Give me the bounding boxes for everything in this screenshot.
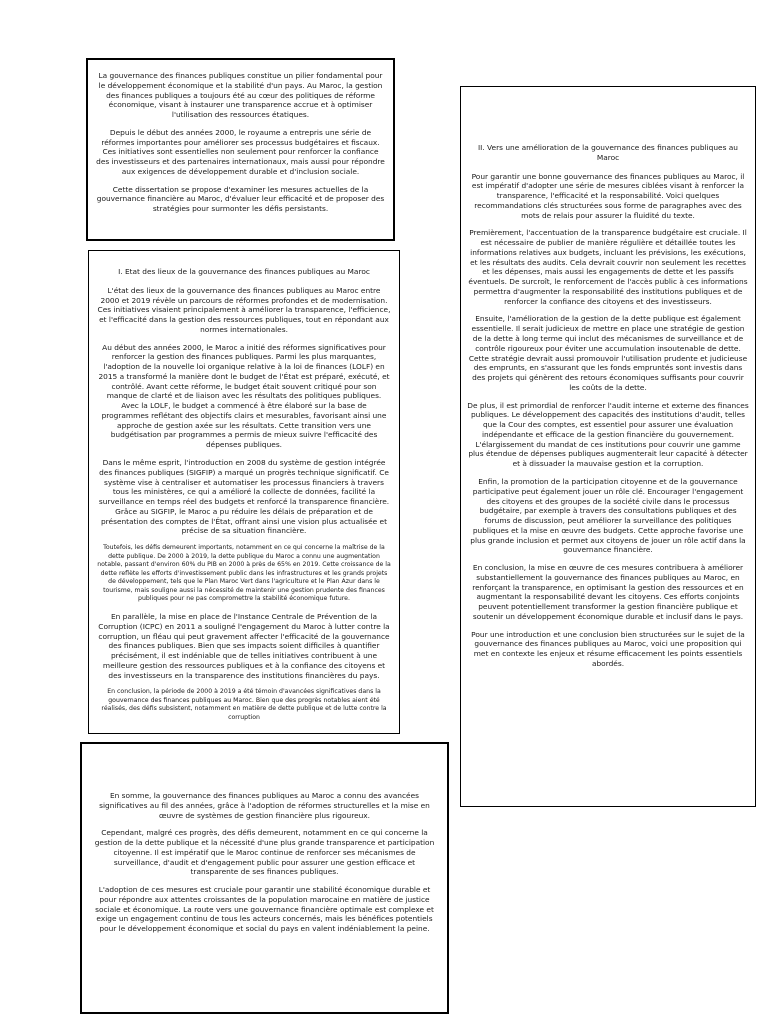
- part2-paragraph-7: Pour une introduction et une conclusion bien structurées sur le sujet de la gouvernance des finances publiques au Maroc, voici une proposition qui met en contexte les enjeux et résume efficacement les points essentiels abordés.: [471, 629, 745, 668]
- intro-paragraph-2: Depuis le début des années 2000, le royaume a entrepris une série de réformes importantes pour améliorer ses processus budgétaires et fiscaux. Ces initiatives sont essentielles non seulement pour renforcer la confiance des investisseurs et des partenaires internationaux, mais aussi pour répondre aux exigences de développement durable et d'inclusion sociale.: [96, 127, 385, 176]
- part1-paragraph-1: L'état des lieux de la gouvernance des finances publiques au Maroc entre 2000 et 2019 révèle un parcours de réformes profondes et de modernisation. Ces initiatives visaient principalement à améliorer la transparence, l'efficience, et l'efficacité dans la gestion des ressources publiques, tout en répondant aux normes internationales.: [97, 285, 391, 334]
- part2-paragraph-1: Pour garantir une bonne gouvernance des finances publiques au Maroc, il est impératif d'adopter une série de mesures ciblées visant à renforcer la transparence, l'efficacité et la responsabilité. Voici quelques recommandations clés structurées sous forme de paragraphes avec des mots de relais pour assurer la fluidité du texte.: [471, 171, 745, 220]
- part1-paragraph-3: Dans le même esprit, l'introduction en 2008 du système de gestion intégrée des finances publiques (SIGFIP) a marqué un progrès technique significatif. Ce système vise à centraliser et automatiser les processus financiers à travers tous les ministères, ce qui a amélioré la collecte de données, facilité la surveillance en temps réel des budgets et renforcé la transparence financière. Grâce au SIGFIP, le Maroc a pu réduire les délais de préparation et de présentation des comptes de l'État, offrant ainsi une vision plus actualisée et précise de sa situation financière.: [98, 458, 390, 536]
- conclusion-box: [80, 742, 449, 1014]
- part1-title: I. Etat des lieux de la gouvernance des finances publiques au Maroc: [118, 267, 370, 276]
- part2-paragraph-3: Ensuite, l'amélioration de la gestion de la dette publique est également essentielle. Il serait judicieux de mettre en place une stratégie de gestion de la dette à long terme qui inclut des mécanismes de surveillance et de contrôle rigoureux pour éviter une accumulation insoutenable de dette. Cette stratégie devrait aussi promouvoir l'utilisation prudente et judicieuse des emprunts, en s'assurant que les fonds empruntés sont investis dans des projets qui génèrent des retours économiques suffisants pour couvrir les coûts de la dette.: [468, 314, 748, 392]
- part2-paragraph-5: Enfin, la promotion de la participation citoyenne et de la gouvernance participative peut également jouer un rôle clé. Encourager l'engagement des citoyens et des groupes de la société civile dans le processus budgétaire, par exemple à travers des consultations publiques et des forums de discussion, peut améliorer la surveillance des politiques publiques et la mise en œuvre des budgets. Cette approche favorise une plus grande inclusion et permet aux citoyens de jouer un rôle actif dans la gouvernance financière.: [470, 476, 746, 555]
- part2-paragraph-2: Premièrement, l'accentuation de la transparence budgétaire est cruciale. Il est nécessaire de publier de manière régulière et détaillée toutes les informations relatives aux budgets, incluant les prévisions, les exécutions, et les résultats des audits. Cela devrait couvrir non seulement les recettes et les dépenses, mais aussi les engagements de dette et les passifs éventuels. De surcroît, le renforcement de l'accès public à ces informations permettra d'augmenter la responsabilité des institutions publiques et de renforcer la confiance des citoyens et des investisseurs.: [468, 228, 748, 306]
- intro-paragraph-1: La gouvernance des finances publiques constitue un pilier fondamental pour le développement économique et la stabilité d'un pays. Au Maroc, la gestion des finances publiques a toujours été au cœur des politiques de réforme économique, visant à instaurer une transparence accrue et à optimiser l'utilisation des ressources étatiques.: [98, 71, 383, 120]
- part1-paragraph-6: En conclusion, la période de 2000 à 2019 a été témoin d'avancées significatives dans la gouvernance des finances publiques au Maroc. Bien que des progrès notables aient été réalisés, des défis subsistent, notamment en matière de dette publique et de lutte contre la corruption: [101, 688, 387, 721]
- part2-paragraph-4: De plus, il est primordial de renforcer l'audit interne et externe des finances publiques. Le développement des capacités des institutions d'audit, telles que la Cour des comptes, est essentiel pour assurer une évaluation indépendante et efficace de la gestion financière du gouvernement. L'élargissement du mandat de ces institutions pour couvrir une gamme plus étendue de dépenses publiques augmenterait leur capacité à détecter et à dissuader la mauvaise gestion et la corruption.: [467, 400, 749, 469]
- part2-box: [460, 86, 756, 807]
- conclusion-paragraph-1: En somme, la gouvernance des finances publiques au Maroc a connu des avancées significatives au fil des années, grâce à l'adoption de réformes structurelles et la mise en œuvre de systèmes de gestion financière plus rigoureux.: [99, 791, 430, 820]
- part1-box: [88, 250, 400, 734]
- part2-title: II. Vers une amélioration de la gouvernance des finances publiques au Maroc: [478, 143, 738, 162]
- part2-paragraph-6: En conclusion, la mise en œuvre de ces mesures contribuera à améliorer substantiellement la gouvernance des finances publiques au Maroc, en renforçant la transparence, en optimisant la gestion des ressources et en augmentant la responsabilité devant les citoyens. Ces efforts conjoints peuvent potentiellement transformer la gestion financière publique et soutenir un développement économique durable et inclusif dans le pays.: [472, 563, 744, 621]
- intro-paragraph-3: Cette dissertation se propose d'examiner les mesures actuelles de la gouvernance financière au Maroc, d'évaluer leur efficacité et de proposer des stratégies pour surmonter les défis persistants.: [96, 184, 385, 214]
- part1-paragraph-2: Au début des années 2000, le Maroc a initié des réformes significatives pour renforcer la gestion des finances publiques. Parmi les plus marquantes, l'adoption de la nouvelle loi organique relative à la loi de finances (LOLF) en 2015 a transformé la manière dont le budget de l'État est préparé, exécuté, et contrôlé. Avant cette réforme, le budget était souvent critiqué pour son manque de clarté et de liaison avec les résultats des politiques publiques. Avec la LOLF, le budget a commencé à être élaboré sur la base de programmes reflétant des objectifs clairs et mesurables, favorisant ainsi une approche de gestion axée sur les résultats. Cette transition vers une budgétisation par programmes a permis de mieux suivre l'efficacité des dépenses publiques.: [98, 342, 390, 450]
- introduction-box: [86, 58, 395, 241]
- conclusion-paragraph-3: L'adoption de ces mesures est cruciale pour garantir une stabilité économique durable et pour répondre aux attentes croissantes de la population marocaine en matière de justice sociale et économique. La route vers une gouvernance financière optimale est complexe et exige un engagement continu de tous les acteurs concernés, mais les bénéfices potentiels pour le développement économique et social du pays en valent indéniablement la peine.: [95, 885, 434, 934]
- part1-paragraph-5: En parallèle, la mise en place de l'Instance Centrale de Prévention de la Corruption (ICPC) en 2011 a souligné l'engagement du Maroc à lutter contre la corruption, un fléau qui peut gravement affecter l'efficacité de la gouvernance des finances publiques. Bien que ses impacts soient difficiles à quantifier précisément, il est indéniable que de telles initiatives contribuent à une meilleure gestion des ressources publiques et à la confiance des citoyens et des investisseurs en la transparence des institutions financières du pays.: [98, 611, 390, 680]
- conclusion-paragraph-2: Cependant, malgré ces progrès, des défis demeurent, notamment en ce qui concerne la gestion de la dette publique et la nécessité d'une plus grande transparence et participation citoyenne. Il est impératif que le Maroc continue de renforcer ses mécanismes de surveillance, d'audit et d'engagement public pour assurer une gestion efficace et transparente de ses finances publiques.: [94, 828, 435, 877]
- part1-paragraph-4: Toutefois, les défis demeurent importants, notamment en ce qui concerne la maîtrise de la dette publique. De 2000 à 2019, la dette publique du Maroc a connu une augmentation notable, passant d'environ 60% du PIB en 2000 à près de 65% en 2019. Cette croissance de la dette reflète les efforts d'investissement public dans les infrastructures et les grands projets de développement, tels que le Plan Maroc Vert dans l'agriculture et le Plan Azur dans le tourisme, mais souligne aussi la nécessité de maintenir une gestion prudente des finances publiques pour ne pas compromettre la stabilité économique future.: [97, 544, 391, 603]
